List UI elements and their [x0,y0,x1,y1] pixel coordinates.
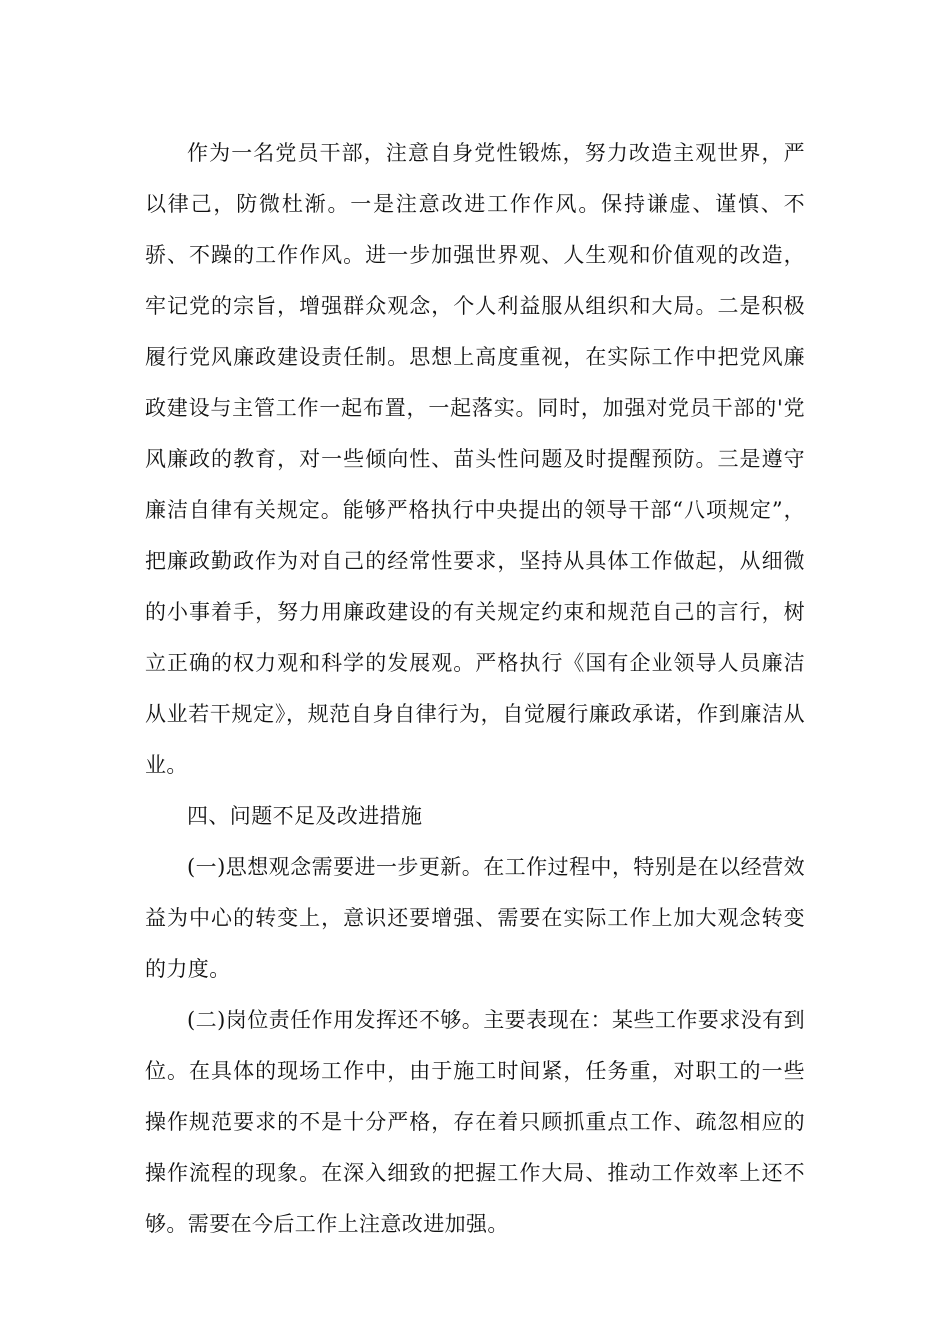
paragraph-ideology: (一)思想观念需要进一步更新。在工作过程中，特别是在以经营效益为中心的转变上，意识还要增强、需要在实际工作上加大观念转变的力度。 [145,855,805,981]
paragraph-integrity: 作为一名党员干部，注意自身党性锻炼，努力改造主观世界，严以律己，防微杜渐。一是注意改进工作作风。保持谦虚、谨慎、不骄、不躁的工作作风。进一步加强世界观、人生观和价值观的改造，牢记党的宗旨，增强群众观念，个人利益服从组织和大局。二是积极履行党风廉政建设责任制。思想上高度重视，在实际工作中把党风廉政建设与主管工作一起布置，一起落实。同时，加强对党员干部的'党风廉政的教育，对一些倾向性、苗头性问题及时提醒预防。三是遵守廉洁自律有关规定。能够严格执行中央提出的领导干部“八项规定”，把廉政勤政作为对自己的经常性要求，坚持从具体工作做起，从细微的小事着手，努力用廉政建设的有关规定约束和规范自己的言行，树立正确的权力观和科学的发展观。严格执行《国有企业领导人员廉洁从业若干规定》，规范自身自律行为，自觉履行廉政承诺，作到廉洁从业。 [145,141,805,777]
document-body [145,128,805,1250]
section-heading-problems: 四、问题不足及改进措施 [187,804,423,828]
paragraph-responsibility: (二)岗位责任作用发挥还不够。主要表现在：某些工作要求没有到位。在具体的现场工作中，由于施工时间紧，任务重，对职工的一些操作规范要求的不是十分严格，存在着只顾抓重点工作、疏忽相应的操作流程的现象。在深入细致的把握工作大局、推动工作效率上还不够。需要在今后工作上注意改进加强。 [145,1008,805,1236]
